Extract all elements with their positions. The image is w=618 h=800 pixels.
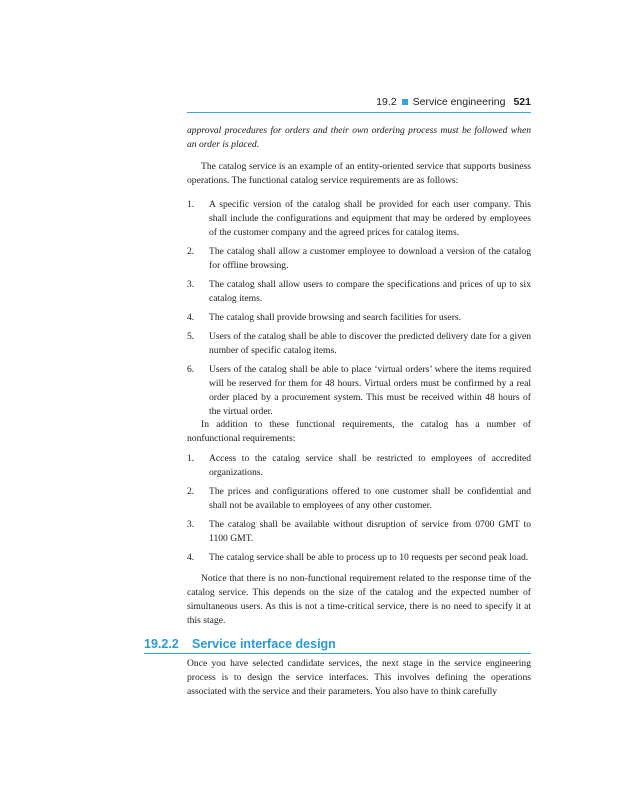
intro-paragraph [187,124,531,152]
list-number: 6. [187,364,195,375]
list-text: Users of the catalog shall be able to discover the predicted delivery date for a given number of specific catalog items. [209,331,531,356]
list-number: 4. [187,552,195,563]
list-text: The catalog shall provide browsing and search facilities for users. [209,312,462,323]
list-item [187,245,531,273]
list-text: Access to the catalog service shall be restricted to employees of accredited organizations. [209,453,531,478]
list-number: 2. [187,246,195,257]
paragraph-text: Notice that there is no non-functional requirement related to the response time of the catalog service. This depends on the size of the catalog and the expected number of simultaneous users. As this is not a time-critical service, there is no need to specify it at this stage. [187,573,531,626]
list-text: A specific version of the catalog shall be provided for each user company. This shall include the configurations and equipment that may be ordered by employees of the customer company and the agreed prices for catalog items. [209,199,531,238]
response-time-paragraph [187,572,531,628]
list-item [187,551,531,565]
list-text: The catalog shall allow a customer employee to download a version of the catalog for offline browsing. [209,246,531,271]
paragraph-text: The catalog service is an example of an entity-oriented service that supports business operations. The functional catalog service requirements are as follows: [187,161,531,186]
list-number: 3. [187,519,195,530]
list-number: 5. [187,331,195,342]
list-number: 1. [187,199,195,210]
list-item [187,198,531,240]
paragraph-text: Once you have selected candidate services, the next stage in the service engineering process is to design the service interfaces. This involves defining the operations associated with the service and their parameters. You also have to think carefully [187,658,531,697]
list-number: 1. [187,453,195,464]
nonfunctional-requirements-list [187,452,531,570]
list-number: 4. [187,312,195,323]
interface-design-paragraph [187,657,531,699]
list-item [187,452,531,480]
list-text: The catalog service shall be able to process up to 10 requests per second peak load. [209,552,529,563]
list-number: 2. [187,486,195,497]
nonfunctional-intro-paragraph [187,418,531,446]
header-section-number: 19.2 [376,96,397,108]
list-text: The catalog shall allow users to compare the specifications and prices of up to six catalog items. [209,279,531,304]
section-title: Service interface design [192,637,336,651]
header-divider [187,112,531,113]
list-text: The prices and configurations offered to one customer shall be confidential and shall not be available to employees of any other customer. [209,486,531,511]
section-divider [144,653,531,654]
list-item [187,330,531,358]
list-number: 3. [187,279,195,290]
page-number: 521 [513,96,531,108]
list-item [187,278,531,306]
square-bullet-icon [402,99,408,105]
functional-requirements-list [187,198,531,424]
running-header [187,96,531,110]
list-text: The catalog shall be available without disruption of service from 0700 GMT to 1100 GMT. [209,519,531,544]
catalog-intro-paragraph [187,160,531,188]
section-number: 19.2.2 [144,637,179,651]
list-item [187,485,531,513]
header-section-title: Service engineering [412,96,506,108]
list-item [187,311,531,325]
list-item [187,518,531,546]
intro-italic-text: approval procedures for orders and their own ordering process must be followed when an order is placed. [187,125,531,150]
list-item [187,363,531,419]
paragraph-text: In addition to these functional requirements, the catalog has a number of nonfunctional requirements: [187,419,531,444]
list-text: Users of the catalog shall be able to place ‘virtual orders’ where the items required will be reserved for them for 48 hours. Virtual orders must be confirmed by a real order placed by a procurement system. This must be received within 48 hours of the virtual order. [209,364,531,417]
